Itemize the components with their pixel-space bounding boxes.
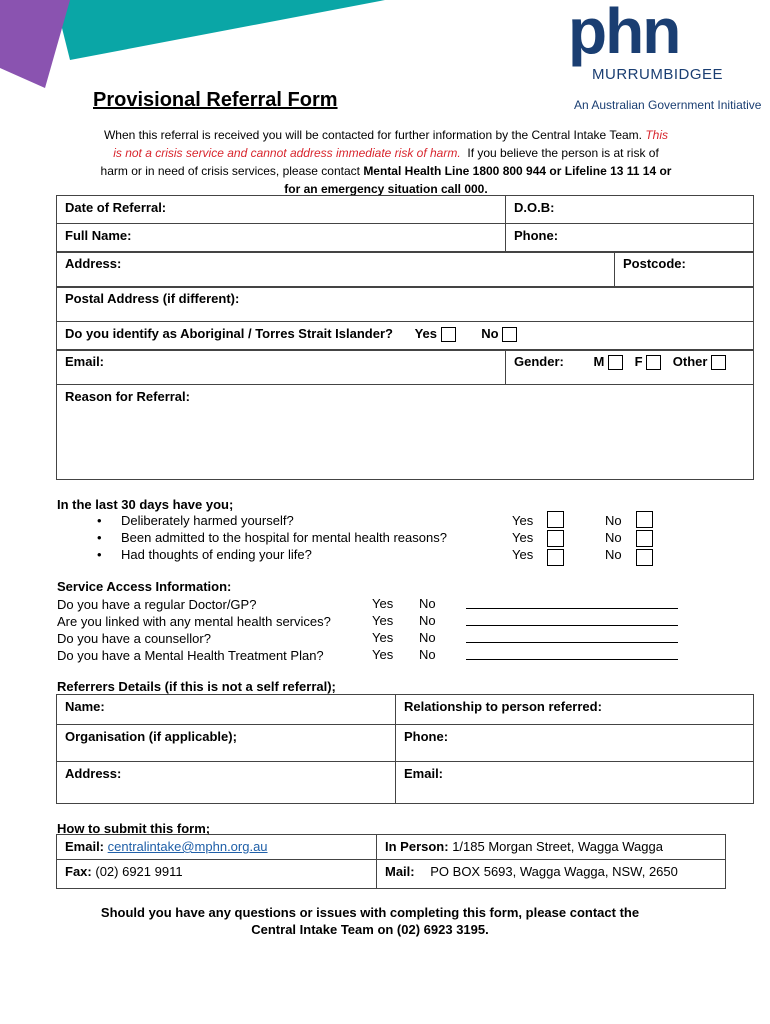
aboriginal-row — [57, 322, 754, 351]
referrer-phone-field[interactable]: Phone: — [396, 725, 754, 762]
service-answer-line[interactable] — [466, 596, 678, 609]
last30-item: • Deliberately harmed yourself? Yes No — [57, 513, 677, 530]
aboriginal-no-label: No — [481, 326, 499, 341]
referrer-name-field[interactable]: Name: — [57, 695, 396, 725]
service-row: Are you linked with any mental health services? Yes No — [57, 613, 697, 630]
gender-other-label: Other — [672, 354, 708, 369]
postcode-field[interactable]: Postcode: — [615, 252, 754, 288]
aboriginal-no-checkbox[interactable] — [502, 327, 517, 342]
footer-text — [40, 904, 700, 938]
thoughts-no-checkbox[interactable] — [636, 549, 653, 566]
dob-field[interactable]: D.O.B: — [506, 196, 754, 224]
teal-shape — [55, 0, 385, 60]
gender-m-checkbox[interactable] — [608, 355, 623, 370]
gender-m-label: M — [593, 354, 605, 369]
referrer-relationship-field[interactable]: Relationship to person referred: — [396, 695, 754, 725]
service-heading: Service Access Information: — [57, 579, 232, 594]
service-yes[interactable]: Yes — [372, 596, 394, 611]
referrer-organisation-field[interactable]: Organisation (if applicable); — [57, 725, 396, 762]
submit-fax-cell: Fax: (02) 6921 9911 — [57, 860, 377, 889]
service-yes[interactable]: Yes — [372, 613, 394, 628]
service-list — [57, 596, 697, 664]
gender-field — [506, 350, 754, 385]
submit-in-person-cell: In Person: 1/185 Morgan Street, Wagga Wagga — [377, 835, 726, 860]
page-title: Provisional Referral Form — [93, 89, 338, 111]
intro-line2a: is not a crisis service and cannot address immediate risk of harm. — [113, 146, 461, 160]
date-of-referral-field[interactable]: Date of Referral: — [57, 196, 506, 224]
logo-initiative: An Australian Government Initiative — [574, 98, 762, 112]
logo-main: phn — [568, 0, 680, 67]
service-yes[interactable]: Yes — [372, 630, 394, 645]
address-field[interactable]: Address: — [57, 252, 615, 288]
referrer-email-field[interactable]: Email: — [396, 762, 754, 804]
phone-field[interactable]: Phone: — [506, 224, 754, 253]
referrer-table — [56, 694, 754, 804]
corner-decoration — [0, 0, 400, 95]
referrer-heading: Referrers Details (if this is not a self referral); — [57, 679, 336, 694]
service-no[interactable]: No — [419, 647, 436, 662]
intro-line1a: When this referral is received you will be contacted for further information by the Central Intake Team. — [103, 128, 642, 142]
purple-shape — [0, 0, 70, 88]
service-no[interactable]: No — [419, 596, 436, 611]
service-row: Do you have a Mental Health Treatment Plan? Yes No — [57, 647, 697, 664]
full-name-field[interactable]: Full Name: — [57, 224, 506, 253]
gender-other-checkbox[interactable] — [711, 355, 726, 370]
service-answer-line[interactable] — [466, 630, 678, 643]
postal-address-field[interactable]: Postal Address (if different): — [57, 287, 754, 322]
intro-line3b: Mental Health Line 1800 800 944 or Lifeline 13 11 14 or — [363, 164, 672, 178]
email-field[interactable]: Email: — [57, 350, 506, 385]
intro-line3a: harm or in need of crisis services, please contact — [100, 164, 360, 178]
admitted-no-checkbox[interactable] — [636, 530, 653, 547]
gender-f-checkbox[interactable] — [646, 355, 661, 370]
aboriginal-yes-label: Yes — [414, 326, 437, 341]
last30-heading: In the last 30 days have you; — [57, 497, 234, 512]
service-no[interactable]: No — [419, 613, 436, 628]
admitted-yes-checkbox[interactable] — [547, 530, 564, 547]
submit-mail-cell: Mail: PO BOX 5693, Wagga Wagga, NSW, 2650 — [377, 860, 726, 889]
intro-line1b: This — [645, 128, 669, 142]
last30-list — [57, 513, 677, 564]
aboriginal-question: Do you identify as Aboriginal / Torres Strait Islander? — [65, 326, 393, 341]
reason-for-referral-field[interactable]: Reason for Referral: — [57, 385, 754, 480]
email-gender-table — [56, 349, 754, 480]
aboriginal-yes-checkbox[interactable] — [441, 327, 456, 342]
referrer-address-field[interactable]: Address: — [57, 762, 396, 804]
intro-text — [40, 126, 732, 198]
harmed-yes-checkbox[interactable] — [547, 511, 564, 528]
last30-item: • Been admitted to the hospital for mental health reasons? Yes No — [57, 530, 677, 547]
submit-heading: How to submit this form; — [57, 821, 211, 836]
last30-item: • Had thoughts of ending your life? Yes No — [57, 547, 677, 564]
gender-f-label: F — [634, 354, 643, 369]
logo-region: MURRUMBIDGEE — [592, 66, 724, 83]
intro-line4: for an emergency situation call 000. — [284, 182, 488, 196]
service-no[interactable]: No — [419, 630, 436, 645]
service-row: Do you have a regular Doctor/GP? Yes No — [57, 596, 697, 613]
footer-line1: Should you have any questions or issues with completing this form, please contact the — [100, 905, 640, 920]
footer-line2: Central Intake Team on (02) 6923 3195. — [251, 922, 489, 937]
email-link[interactable]: centralintake@mphn.org.au — [107, 839, 268, 854]
postal-table — [56, 286, 754, 351]
person-details-table — [56, 195, 754, 253]
harmed-no-checkbox[interactable] — [636, 511, 653, 528]
address-table — [56, 251, 754, 288]
submit-email-cell: Email: centralintake@mphn.org.au — [57, 835, 377, 860]
intro-line2b: If you believe the person is at risk of — [467, 146, 659, 160]
phn-logo — [568, 0, 762, 114]
service-answer-line[interactable] — [466, 647, 678, 660]
service-row: Do you have a counsellor? Yes No — [57, 630, 697, 647]
thoughts-yes-checkbox[interactable] — [547, 549, 564, 566]
gender-label: Gender: — [514, 354, 564, 369]
service-answer-line[interactable] — [466, 613, 678, 626]
service-yes[interactable]: Yes — [372, 647, 394, 662]
submit-table — [56, 834, 726, 889]
